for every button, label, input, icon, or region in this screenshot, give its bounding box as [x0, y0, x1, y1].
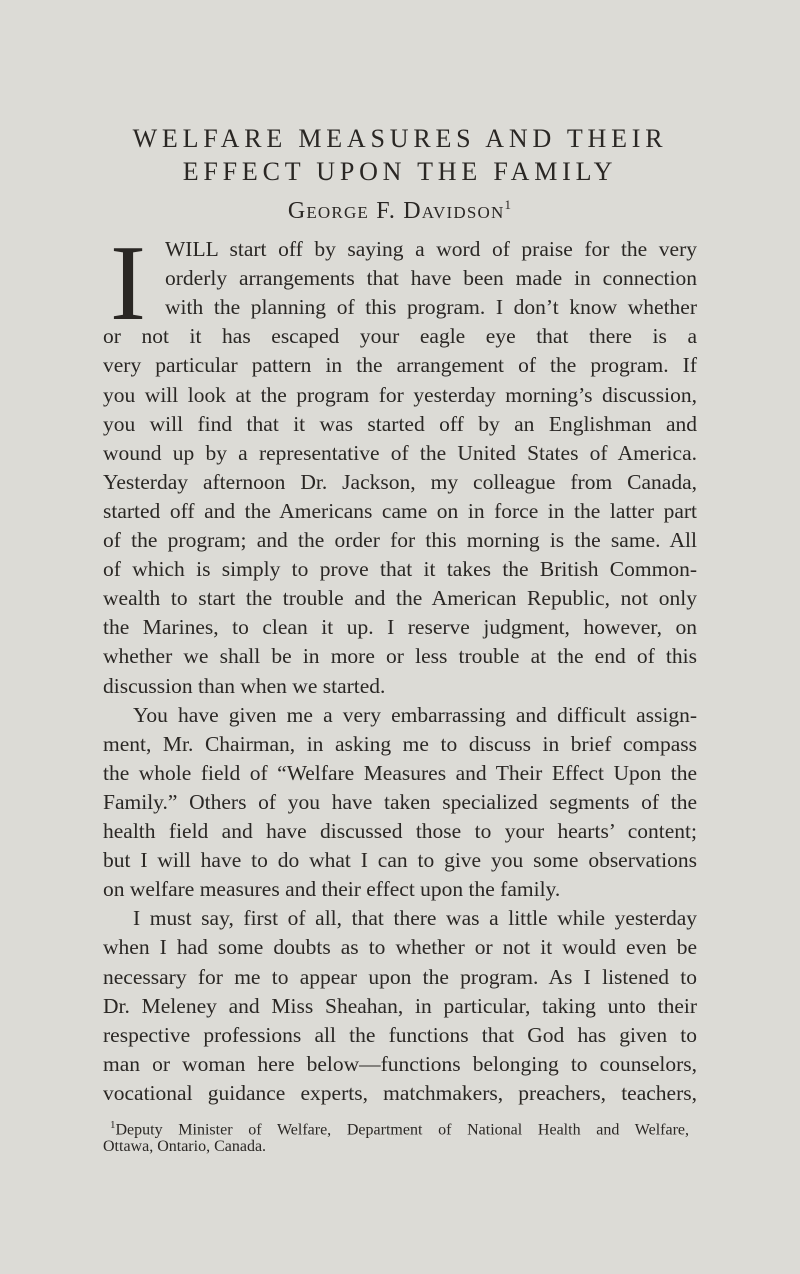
body-line: man or woman here below—functions belonging to counselors,	[103, 1051, 697, 1076]
body-line: respective professions all the functions that God has given to	[103, 1022, 697, 1047]
body-line: vocational guidance experts, matchmakers, preachers, teachers,	[103, 1080, 697, 1105]
footnote-text-1: Deputy Minister of Welfare, Department of National Health and Welfare,	[115, 1121, 689, 1139]
body-line: You have given me a very embarrassing and difficult assign-	[133, 702, 697, 727]
body-line: health field and have discussed those to your hearts’ content;	[103, 819, 697, 843]
body-line: the Marines, to clean it up. I reserve judgment, however, on	[103, 615, 697, 640]
body-line: I must say, first of all, that there was a little while yesterday	[133, 906, 697, 931]
footnote-line-1	[110, 1119, 689, 1139]
body-line: WILL start off by saying a word of praise for the very	[165, 237, 697, 261]
body-line: of the program; and the order for this morning is the same. All	[103, 528, 697, 552]
body-line: necessary for me to appear upon the program. As I listened to	[103, 964, 697, 989]
body-line: whether we shall be in more or less trouble at the end of this	[103, 644, 697, 669]
body-line: but I will have to do what I can to give you some observations	[103, 848, 697, 873]
body-line: with the planning of this program. I don’t know whether	[165, 295, 697, 320]
body-line: Dr. Meleney and Miss Sheahan, in particular, taking unto their	[103, 993, 697, 1018]
body-line: Family.” Others of you have taken specialized segments of the	[103, 789, 697, 814]
body-line: of which is simply to prove that it takes the British Common-	[103, 557, 697, 582]
author-name: George F. Davidson	[287, 198, 505, 224]
body-line: you will find that it was started off by an Englishman and	[103, 411, 697, 436]
body-line: very particular pattern in the arrangement of the program. If	[103, 353, 697, 378]
drop-cap: I	[110, 224, 146, 343]
body-line: wealth to start the trouble and the American Republic, not only	[103, 586, 697, 611]
body-line: orderly arrangements that have been made in connection	[165, 266, 697, 291]
body-line: when I had some doubts as to whether or not it would even be	[103, 935, 697, 960]
body-line: Yesterday afternoon Dr. Jackson, my colleague from Canada,	[103, 469, 697, 494]
body-line: started off and the Americans came on in force in the latter part	[103, 498, 697, 523]
author-byline	[0, 197, 800, 225]
body-line: ment, Mr. Chairman, in asking me to discuss in brief compass	[103, 731, 697, 756]
body-line: on welfare measures and their effect upon the family.	[103, 877, 561, 902]
body-line: discussion than when we started.	[103, 673, 386, 698]
footnote-marker: 1	[110, 1119, 116, 1131]
body-line: wound up by a representative of the United States of America.	[103, 440, 697, 465]
body-line: or not it has escaped your eagle eye that there is a	[103, 324, 697, 349]
footnote-reference: 1	[504, 197, 513, 212]
footnote-line-2: Ottawa, Ontario, Canada.	[103, 1138, 267, 1155]
body-line: the whole field of “Welfare Measures and Their Effect Upon the	[103, 760, 697, 785]
article-title-line-1: WELFARE MEASURES AND THEIR	[132, 124, 668, 153]
article-title-line-2: EFFECT UPON THE FAMILY	[182, 157, 618, 186]
body-line: you will look at the program for yesterday morning’s discussion,	[103, 382, 697, 407]
